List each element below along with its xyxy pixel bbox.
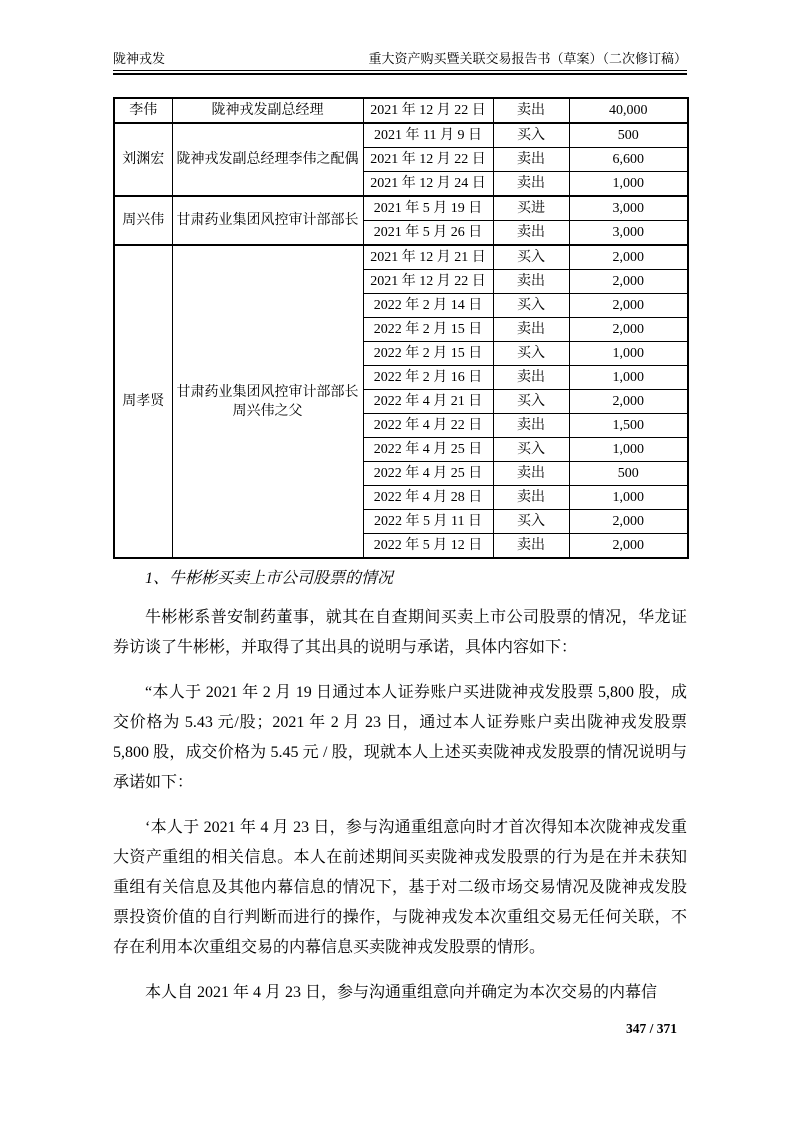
action-cell: 卖出 (493, 148, 569, 172)
quantity-cell: 1,000 (569, 366, 688, 390)
date-cell: 2021 年 12 月 21 日 (363, 245, 493, 270)
quantity-cell: 2,000 (569, 245, 688, 270)
action-cell: 卖出 (493, 318, 569, 342)
table-row (114, 245, 688, 270)
name-cell: 刘渊宏 (114, 123, 172, 196)
body-text (113, 553, 687, 1023)
date-cell: 2021 年 11 月 9 日 (363, 123, 493, 148)
name-cell: 周孝贤 (114, 245, 172, 558)
quantity-cell: 500 (569, 462, 688, 486)
quantity-cell: 6,600 (569, 148, 688, 172)
date-cell: 2021 年 5 月 26 日 (363, 221, 493, 246)
action-cell: 买入 (493, 294, 569, 318)
quantity-cell: 2,000 (569, 534, 688, 559)
paragraph: ‘本人于 2021 年 4 月 23 日，参与沟通重组意向时才首次得知本次陇神戎发重大资产重组的相关信息。本人在前述期间买卖陇神戎发股票的行为是在并未获知重组有关信息及其他内幕信息的情况下，基于对二级市场交易情况及陇神戎发股票投资价值的自行判断而进行的操作，与陇神戎发本次重组交易无任何关联，不存在利用本次重组交易的内幕信息买卖陇神戎发股票的情形。 (113, 819, 687, 956)
quantity-cell: 40,000 (569, 98, 688, 123)
date-cell: 2022 年 4 月 25 日 (363, 462, 493, 486)
date-cell: 2022 年 5 月 12 日 (363, 534, 493, 559)
date-cell: 2022 年 2 月 15 日 (363, 318, 493, 342)
date-cell: 2021 年 5 月 19 日 (363, 196, 493, 221)
paragraph: 牛彬彬系普安制药董事，就其在自查期间买卖上市公司股票的情况，华龙证券访谈了牛彬彬，并取得了其出具的说明与承诺，具体内容如下： (113, 609, 687, 656)
quantity-cell: 3,000 (569, 221, 688, 246)
date-cell: 2022 年 2 月 14 日 (363, 294, 493, 318)
page-header (113, 50, 687, 67)
date-cell: 2022 年 2 月 15 日 (363, 342, 493, 366)
date-cell: 2021 年 12 月 22 日 (363, 270, 493, 294)
paragraph: 本人自 2021 年 4 月 23 日，参与沟通重组意向并确定为本次交易的内幕信 (145, 984, 658, 1001)
action-cell: 买进 (493, 196, 569, 221)
action-cell: 买入 (493, 245, 569, 270)
table-row (114, 123, 688, 148)
action-cell: 卖出 (493, 98, 569, 123)
action-cell: 卖出 (493, 366, 569, 390)
date-cell: 2021 年 12 月 22 日 (363, 148, 493, 172)
quantity-cell: 500 (569, 123, 688, 148)
action-cell: 卖出 (493, 462, 569, 486)
date-cell: 2022 年 4 月 22 日 (363, 414, 493, 438)
share-trading-table (113, 97, 689, 559)
date-cell: 2022 年 5 月 11 日 (363, 510, 493, 534)
action-cell: 买入 (493, 342, 569, 366)
quantity-cell: 2,000 (569, 270, 688, 294)
share-trading-table-wrap (113, 97, 687, 559)
action-cell: 卖出 (493, 414, 569, 438)
header-report-title: 重大资产购买暨关联交易报告书（草案）（二次修订稿） (368, 51, 687, 66)
date-cell: 2022 年 4 月 25 日 (363, 438, 493, 462)
action-cell: 卖出 (493, 534, 569, 559)
date-cell: 2021 年 12 月 24 日 (363, 172, 493, 197)
date-cell: 2022 年 2 月 16 日 (363, 366, 493, 390)
date-cell: 2022 年 4 月 21 日 (363, 390, 493, 414)
quantity-cell: 1,000 (569, 342, 688, 366)
action-cell: 卖出 (493, 270, 569, 294)
date-cell: 2021 年 12 月 22 日 (363, 98, 493, 123)
name-cell: 李伟 (114, 98, 172, 123)
table-row (114, 196, 688, 221)
action-cell: 卖出 (493, 486, 569, 510)
name-cell: 周兴伟 (114, 196, 172, 245)
position-cell: 甘肃药业集团风控审计部部长周兴伟之父 (172, 245, 363, 558)
header-rule-thick (113, 73, 687, 75)
action-cell: 买入 (493, 438, 569, 462)
quantity-cell: 1,500 (569, 414, 688, 438)
quantity-cell: 2,000 (569, 318, 688, 342)
quantity-cell: 1,000 (569, 486, 688, 510)
action-cell: 卖出 (493, 221, 569, 246)
quantity-cell: 2,000 (569, 510, 688, 534)
quantity-cell: 1,000 (569, 172, 688, 197)
action-cell: 买入 (493, 510, 569, 534)
quantity-cell: 3,000 (569, 196, 688, 221)
position-cell: 陇神戎发副总经理李伟之配偶 (172, 123, 363, 196)
position-cell: 陇神戎发副总经理 (172, 98, 363, 123)
page-number: 347 / 371 (625, 1021, 677, 1036)
action-cell: 买入 (493, 123, 569, 148)
action-cell: 卖出 (493, 172, 569, 197)
position-cell: 甘肃药业集团风控审计部部长 (172, 196, 363, 245)
quantity-cell: 2,000 (569, 390, 688, 414)
header-rule-thin (113, 70, 687, 71)
date-cell: 2022 年 4 月 28 日 (363, 486, 493, 510)
quantity-cell: 1,000 (569, 438, 688, 462)
action-cell: 买入 (493, 390, 569, 414)
header-company-name: 陇神戎发 (113, 51, 166, 66)
section-heading: 1、牛彬彬买卖上市公司股票的情况 (145, 570, 394, 587)
table-row (114, 98, 688, 123)
quantity-cell: 2,000 (569, 294, 688, 318)
paragraph: “本人于 2021 年 2 月 19 日通过本人证券账户买进陇神戎发股票 5,800 股，成交价格为 5.43 元/股；2021 年 2 月 23 日，通过本人证券账户卖出陇神戎发股票 5,800 股，成交价格为 5.45 元 / 股，现就本人上述买卖陇神戎发股票的情况说明与承诺如下： (113, 684, 687, 791)
